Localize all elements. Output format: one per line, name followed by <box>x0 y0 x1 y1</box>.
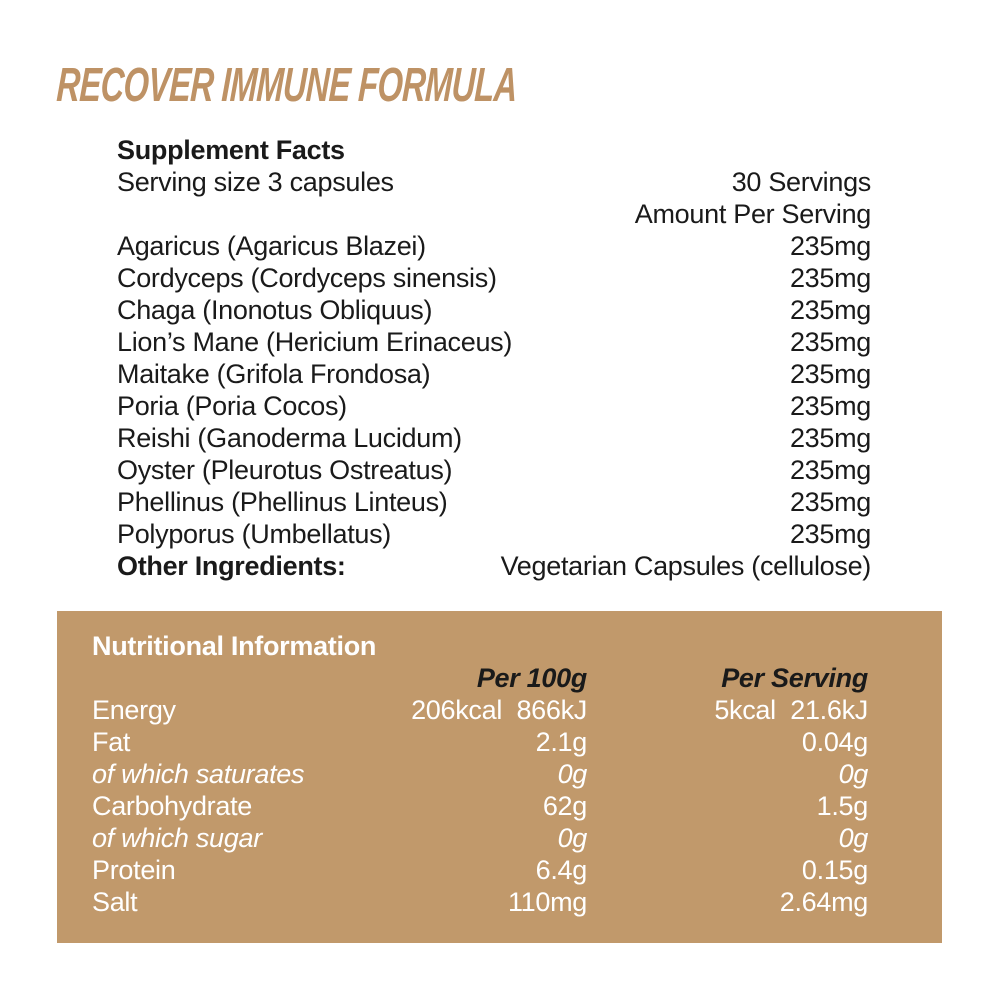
serving-size-row <box>117 166 871 198</box>
nutrition-label: Salt <box>92 887 138 917</box>
ingredient-amount: 235mg <box>789 391 871 421</box>
supplement-facts-heading: Supplement Facts <box>117 135 345 165</box>
nutrition-value-per-100g: 110mg <box>507 887 587 917</box>
ingredient-name: Polyporus (Umbellatus) <box>117 519 391 549</box>
ingredient-name: Reishi (Ganoderma Lucidum) <box>117 423 462 453</box>
supplement-facts-section <box>117 134 871 582</box>
ingredient-name: Agaricus (Agaricus Blazei) <box>117 231 426 261</box>
amount-header-row <box>117 198 871 230</box>
nutrition-value-per-100g: 0g <box>557 823 587 853</box>
ingredient-amount: 235mg <box>789 487 871 517</box>
nutrition-value-per-100g: 62g <box>542 791 587 821</box>
ingredient-name: Oyster (Pleurotus Ostreatus) <box>117 455 453 485</box>
ingredient-amount: 235mg <box>789 263 871 293</box>
ingredient-row <box>117 262 871 294</box>
ingredient-name: Maitake (Grifola Frondosa) <box>117 359 431 389</box>
nutrition-value-per-serving: 5kcal 21.6kJ <box>714 695 868 725</box>
nutrition-value-per-serving: 0g <box>838 759 868 789</box>
ingredient-name: Phellinus (Phellinus Linteus) <box>117 487 448 517</box>
nutrition-heading: Nutritional Information <box>92 631 377 661</box>
nutrition-panel <box>57 611 942 943</box>
ingredient-row <box>117 390 871 422</box>
nutrition-label: Fat <box>92 727 131 757</box>
nutrition-label: of which saturates <box>92 759 305 789</box>
nutrition-value-per-100g: 206kcal 866kJ <box>411 695 587 725</box>
nutrition-value-per-serving: 0.15g <box>801 855 868 885</box>
other-ingredients-row <box>117 550 871 582</box>
nutrition-row <box>92 694 868 726</box>
ingredient-row <box>117 454 871 486</box>
amount-per-serving-header: Amount Per Serving <box>634 199 871 229</box>
nutrition-value-per-serving: 0.04g <box>801 727 868 757</box>
ingredient-name: Lion’s Mane (Hericium Erinaceus) <box>117 327 513 357</box>
nutrition-value-per-100g: 2.1g <box>535 727 587 757</box>
nutrition-row <box>92 726 868 758</box>
ingredient-amount: 235mg <box>789 455 871 485</box>
ingredient-row <box>117 486 871 518</box>
ingredient-amount: 235mg <box>789 519 871 549</box>
servings-count: 30 Servings <box>731 167 871 197</box>
nutrition-column-header-row <box>92 662 868 694</box>
ingredient-row <box>117 294 871 326</box>
nutrition-label: of which sugar <box>92 823 262 853</box>
ingredient-row <box>117 326 871 358</box>
product-title: RECOVER IMMUNE FORMULA <box>55 59 519 112</box>
ingredient-row <box>117 230 871 262</box>
nutrition-value-per-serving: 1.5g <box>816 791 868 821</box>
ingredient-name: Chaga (Inonotus Obliquus) <box>117 295 433 325</box>
nutrition-row <box>92 758 868 790</box>
ingredient-name: Cordyceps (Cordyceps sinensis) <box>117 263 497 293</box>
ingredient-name: Poria (Poria Cocos) <box>117 391 347 421</box>
ingredient-amount: 235mg <box>789 295 871 325</box>
nutrition-value-per-serving: 0g <box>838 823 868 853</box>
col-header-per-serving: Per Serving <box>721 663 868 693</box>
other-ingredients-label: Other Ingredients: <box>117 551 346 581</box>
nutrition-row <box>92 886 868 918</box>
ingredient-row <box>117 358 871 390</box>
nutrition-value-per-serving: 2.64mg <box>779 887 868 917</box>
nutrition-label: Carbohydrate <box>92 791 252 821</box>
col-header-per-100g: Per 100g <box>476 663 587 693</box>
ingredient-amount: 235mg <box>789 423 871 453</box>
nutrition-label: Energy <box>92 695 176 725</box>
serving-size: Serving size 3 capsules <box>117 167 394 197</box>
ingredient-row <box>117 518 871 550</box>
ingredient-row <box>117 422 871 454</box>
nutrition-value-per-100g: 6.4g <box>535 855 587 885</box>
nutrition-label: Protein <box>92 855 176 885</box>
ingredient-amount: 235mg <box>789 327 871 357</box>
nutrition-row <box>92 822 868 854</box>
nutrition-row <box>92 790 868 822</box>
other-ingredients-value: Vegetarian Capsules (cellulose) <box>500 551 871 581</box>
ingredient-amount: 235mg <box>789 359 871 389</box>
ingredient-amount: 235mg <box>789 231 871 261</box>
nutrition-row <box>92 854 868 886</box>
nutrition-value-per-100g: 0g <box>557 759 587 789</box>
